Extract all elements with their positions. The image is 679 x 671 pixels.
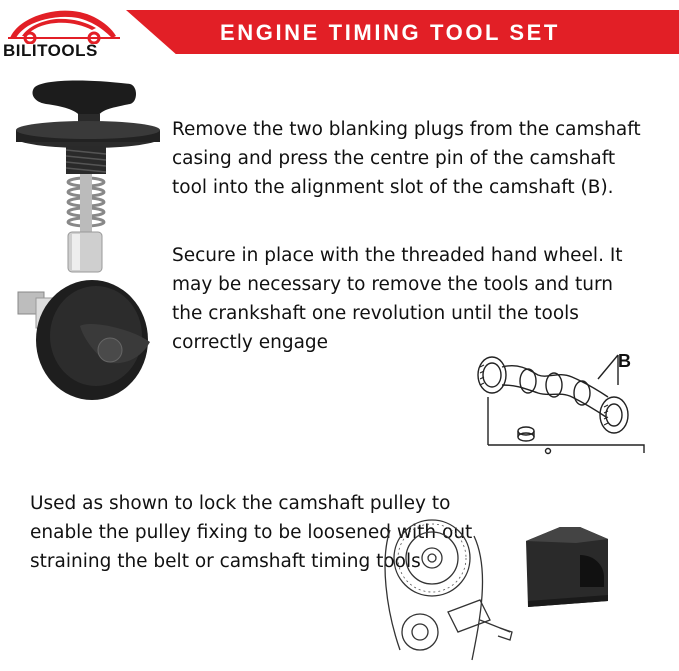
brand-name: BILITOOLS — [3, 41, 98, 60]
banner-title: ENGINE TIMING TOOL SET — [220, 20, 560, 45]
brand-logo — [0, 0, 124, 66]
pulley-belt-diagram — [360, 500, 520, 670]
diagram-label-b: B — [618, 351, 631, 371]
instruction-step-1: Remove the two blanking plugs from the camshaft casing and press the centre pin of the camshaft tool into the alignment slot of the camshaft (B). — [172, 119, 641, 198]
instruction-step-2: Secure in place with the threaded hand wheel. It may be necessary to remove the tools and turn the crankshaft one revolution until the tools correctly engage — [172, 245, 623, 353]
timing-tool-photo — [10, 70, 170, 415]
instruction-step-3: Used as shown to lock the camshaft pulley to enable the pulley fixing to be loosened with out straining the belt or camshaft timing tools — [30, 493, 473, 572]
pulley-lock-tool-photo — [520, 525, 612, 610]
car-logo-icon — [0, 0, 124, 44]
camshaft-diagram — [468, 345, 664, 460]
